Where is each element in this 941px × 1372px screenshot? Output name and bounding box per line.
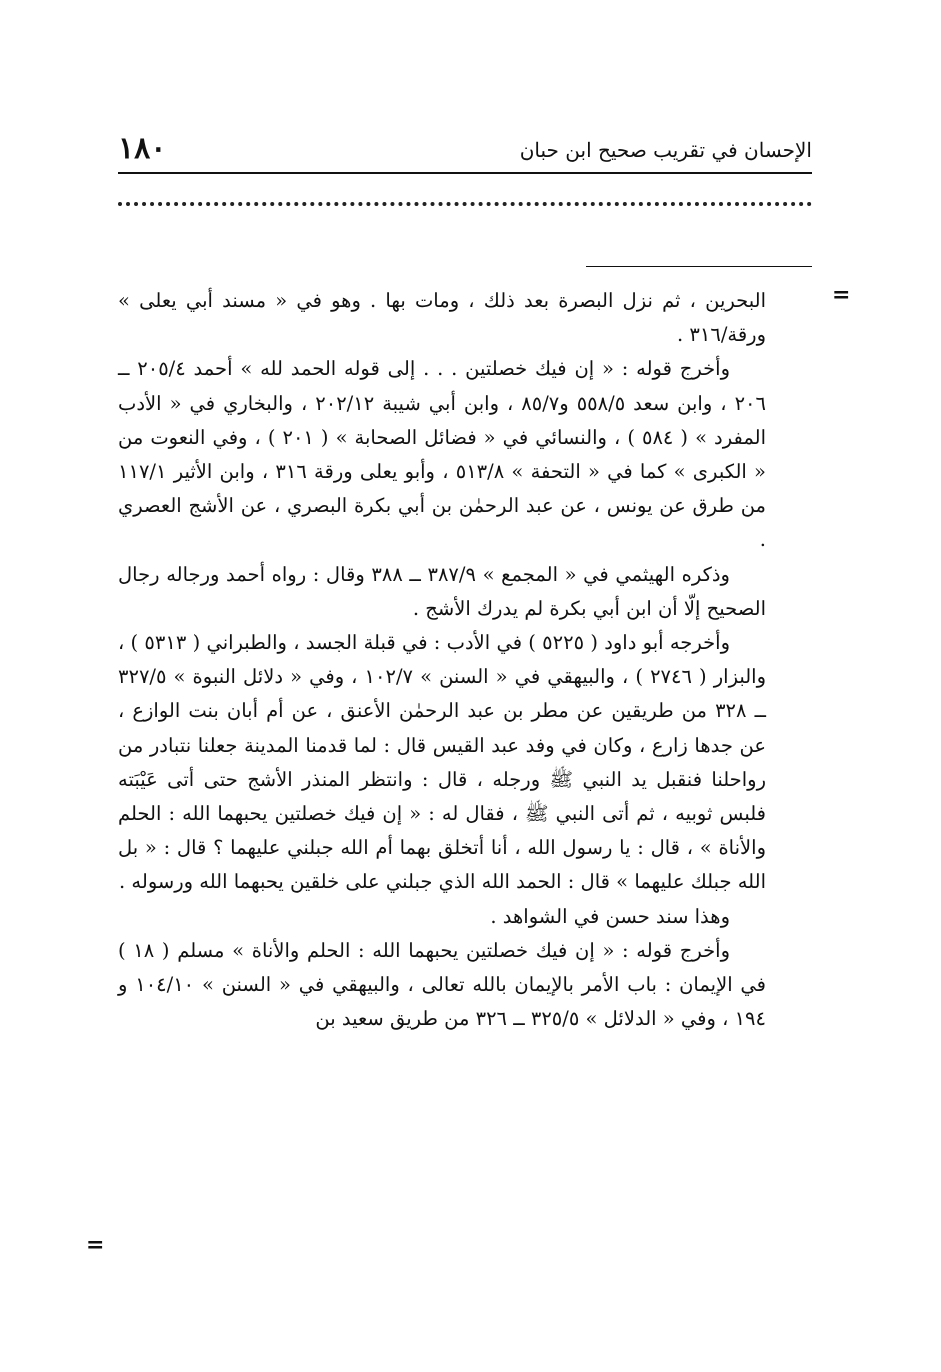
continuation-mark-bottom: = [86,1232,105,1258]
paragraph: وذكره الهيثمي في « المجمع » ٣٨٧/٩ ــ ٣٨٨ وقال : رواه أحمد ورجاله رجال الصحيح إلّا أن ابن أبي بكرة لم يدرك الأشج . [118,562,766,620]
continuation-mark-top: = [832,282,851,308]
footnote-rule [586,266,812,267]
paragraph: وهذا سند حسن في الشواهد . [490,904,730,928]
paragraph: وأخرج قوله : « إن فيك خصلتين . . . إلى قوله الحمد لله » أحمد ٢٠٥/٤ ــ ٢٠٦ ، وابن سعد ٥٥٨/٥ و٨٥/٧ ، وابن أبي شيبة ٢٠٢/١٢ ، والبخاري في « الأدب المفرد » ( ٥٨٤ ) ، والنسائي في « فضائل الصحابة » ( ٢٠١ ) ، وفي النعوت من « الكبرى » كما في « التحفة » ٥١٣/٨ ، وأبو يعلى ورقة ٣١٦ ، وابن الأثير ١١٧/١ من طرق عن يونس ، عن عبد الرحمٰن بن أبي بكرة البصري ، عن الأشج العصري . [118,357,766,552]
running-title: الإحسان في تقريب صحيح ابن حبان [519,138,812,162]
header-rule [118,172,812,174]
paragraph: وأخرجه أبو داود ( ٥٢٢٥ ) في الأدب : في قبلة الجسد ، والطبراني ( ٥٣١٣ ) ، والبزار ( ٢٧٤٦ ) ، والبيهقي في « السنن » ١٠٢/٧ ، وفي « دلائل النبوة » ٣٢٧/٥ ــ ٣٢٨ من طريقين عن مطر بن عبد الرحمٰن الأعنق ، عن أم أبان بنت الوازع ، عن جدها زارع ، وكان في وفد عبد القيس قال : لما قدمنا المدينة جعلنا نتبادر من رواحلنا فنقبل يد النبي ﷺ ورجله ، قال : وانتظر المنذر الأشج حتى أتى عَيْبَته فلبس ثوبيه ، ثم أتى النبي ﷺ ، فقال له : « إن فيك خصلتين يحبهما الله : الحلم والأناة » ، قال : يا رسول الله ، أنا أتخلق بهما أم الله جبلني عليهما ؟ قال : « بل الله جبلك عليهما » قال : الحمد الله الذي جبلني على خلقين يحبهما الله ورسوله . [118,631,767,894]
paragraph: وأخرج قوله : « إن فيك خصلتين يحبهما الله : الحلم والأناة » مسلم ( ١٨ ) في الإيمان : باب الأمر بالإيمان بالله تعالى ، والبيهقي في « السنن » ١٠٤/١٠ و ١٩٤ ، وفي « الدلائل » ٣٢٥/٥ ــ ٣٢٦ من طريق سعيد بن [118,938,766,1031]
page-header [118,128,812,164]
page-number: ١٨٠ [118,131,167,166]
footnote-body [118,284,766,1036]
paragraph: البحرين ، ثم نزل البصرة بعد ذلك ، ومات بها . وهو في « مسند أبي يعلى » ورقة/٣١٦ . [118,289,766,347]
dotted-separator [118,202,812,206]
